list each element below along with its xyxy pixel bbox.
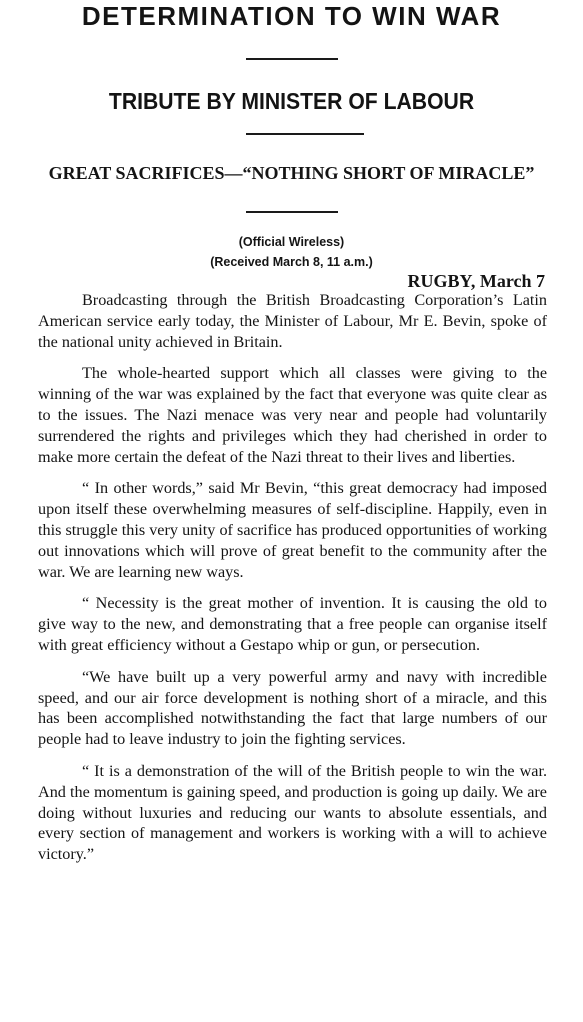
headline: DETERMINATION TO WIN WAR (81, 1, 502, 31)
paragraph: The whole-hearted support which all classes were giving to the winning of the war was explained by the fact that everyone was quite clear as to the issues. The Nazi menace was very near and people had voluntarily surrendered the rights and privileges which they had cherished in order to make more certain the defeat of the Nazi threat to their lives and liberties. (38, 364, 547, 466)
dateline: RUGBY, March 7 (407, 271, 545, 291)
divider-rule (246, 133, 364, 135)
paragraph: “ In other words,” said Mr Bevin, “this great democracy had imposed upon itself these overwhelming measures of self-discipline. Happily, even in this struggle this very unity of sacrifice has produced opportunities of working out innovations which will prove of great benefit to the community after the war. We are learning new ways. (38, 479, 547, 581)
paragraph: “We have built up a very powerful army and navy with incredible speed, and our air force development is nothing short of a miracle, and this has been accomplished notwithstanding the fact that large numbers of our people had to leave industry to join the fighting services. (38, 667, 547, 749)
divider-rule (246, 58, 338, 60)
paragraph: Broadcasting through the British Broadcasting Corporation’s Latin American service early today, the Minister of Labour, Mr E. Bevin, spoke of the national unity achieved in Britain. (38, 291, 547, 351)
subheadline: TRIBUTE BY MINISTER OF LABOUR (108, 88, 475, 114)
deck-headline: GREAT SACRIFICES—“NOTHING SHORT OF MIRACLE” (48, 163, 535, 183)
paragraph: “ Necessity is the great mother of invention. It is causing the old to give way to the new, and demonstrating that a free people can organise itself with great efficiency without a Gestapo whip or gun, or persecution. (38, 594, 547, 654)
received-line: (Received March 8, 11 a.m.) (210, 255, 373, 269)
paragraph: “ It is a demonstration of the will of the British people to win the war. And the momentum is gaining speed, and production is going up daily. We are doing without luxuries and reducing our wants to absolute essentials, and every section of management and workers is working with a will to achieve victory.” (38, 761, 547, 864)
source-line: (Official Wireless) (238, 235, 345, 249)
article-body (38, 290, 547, 876)
source-credit (0, 232, 583, 272)
divider-rule (246, 211, 338, 213)
